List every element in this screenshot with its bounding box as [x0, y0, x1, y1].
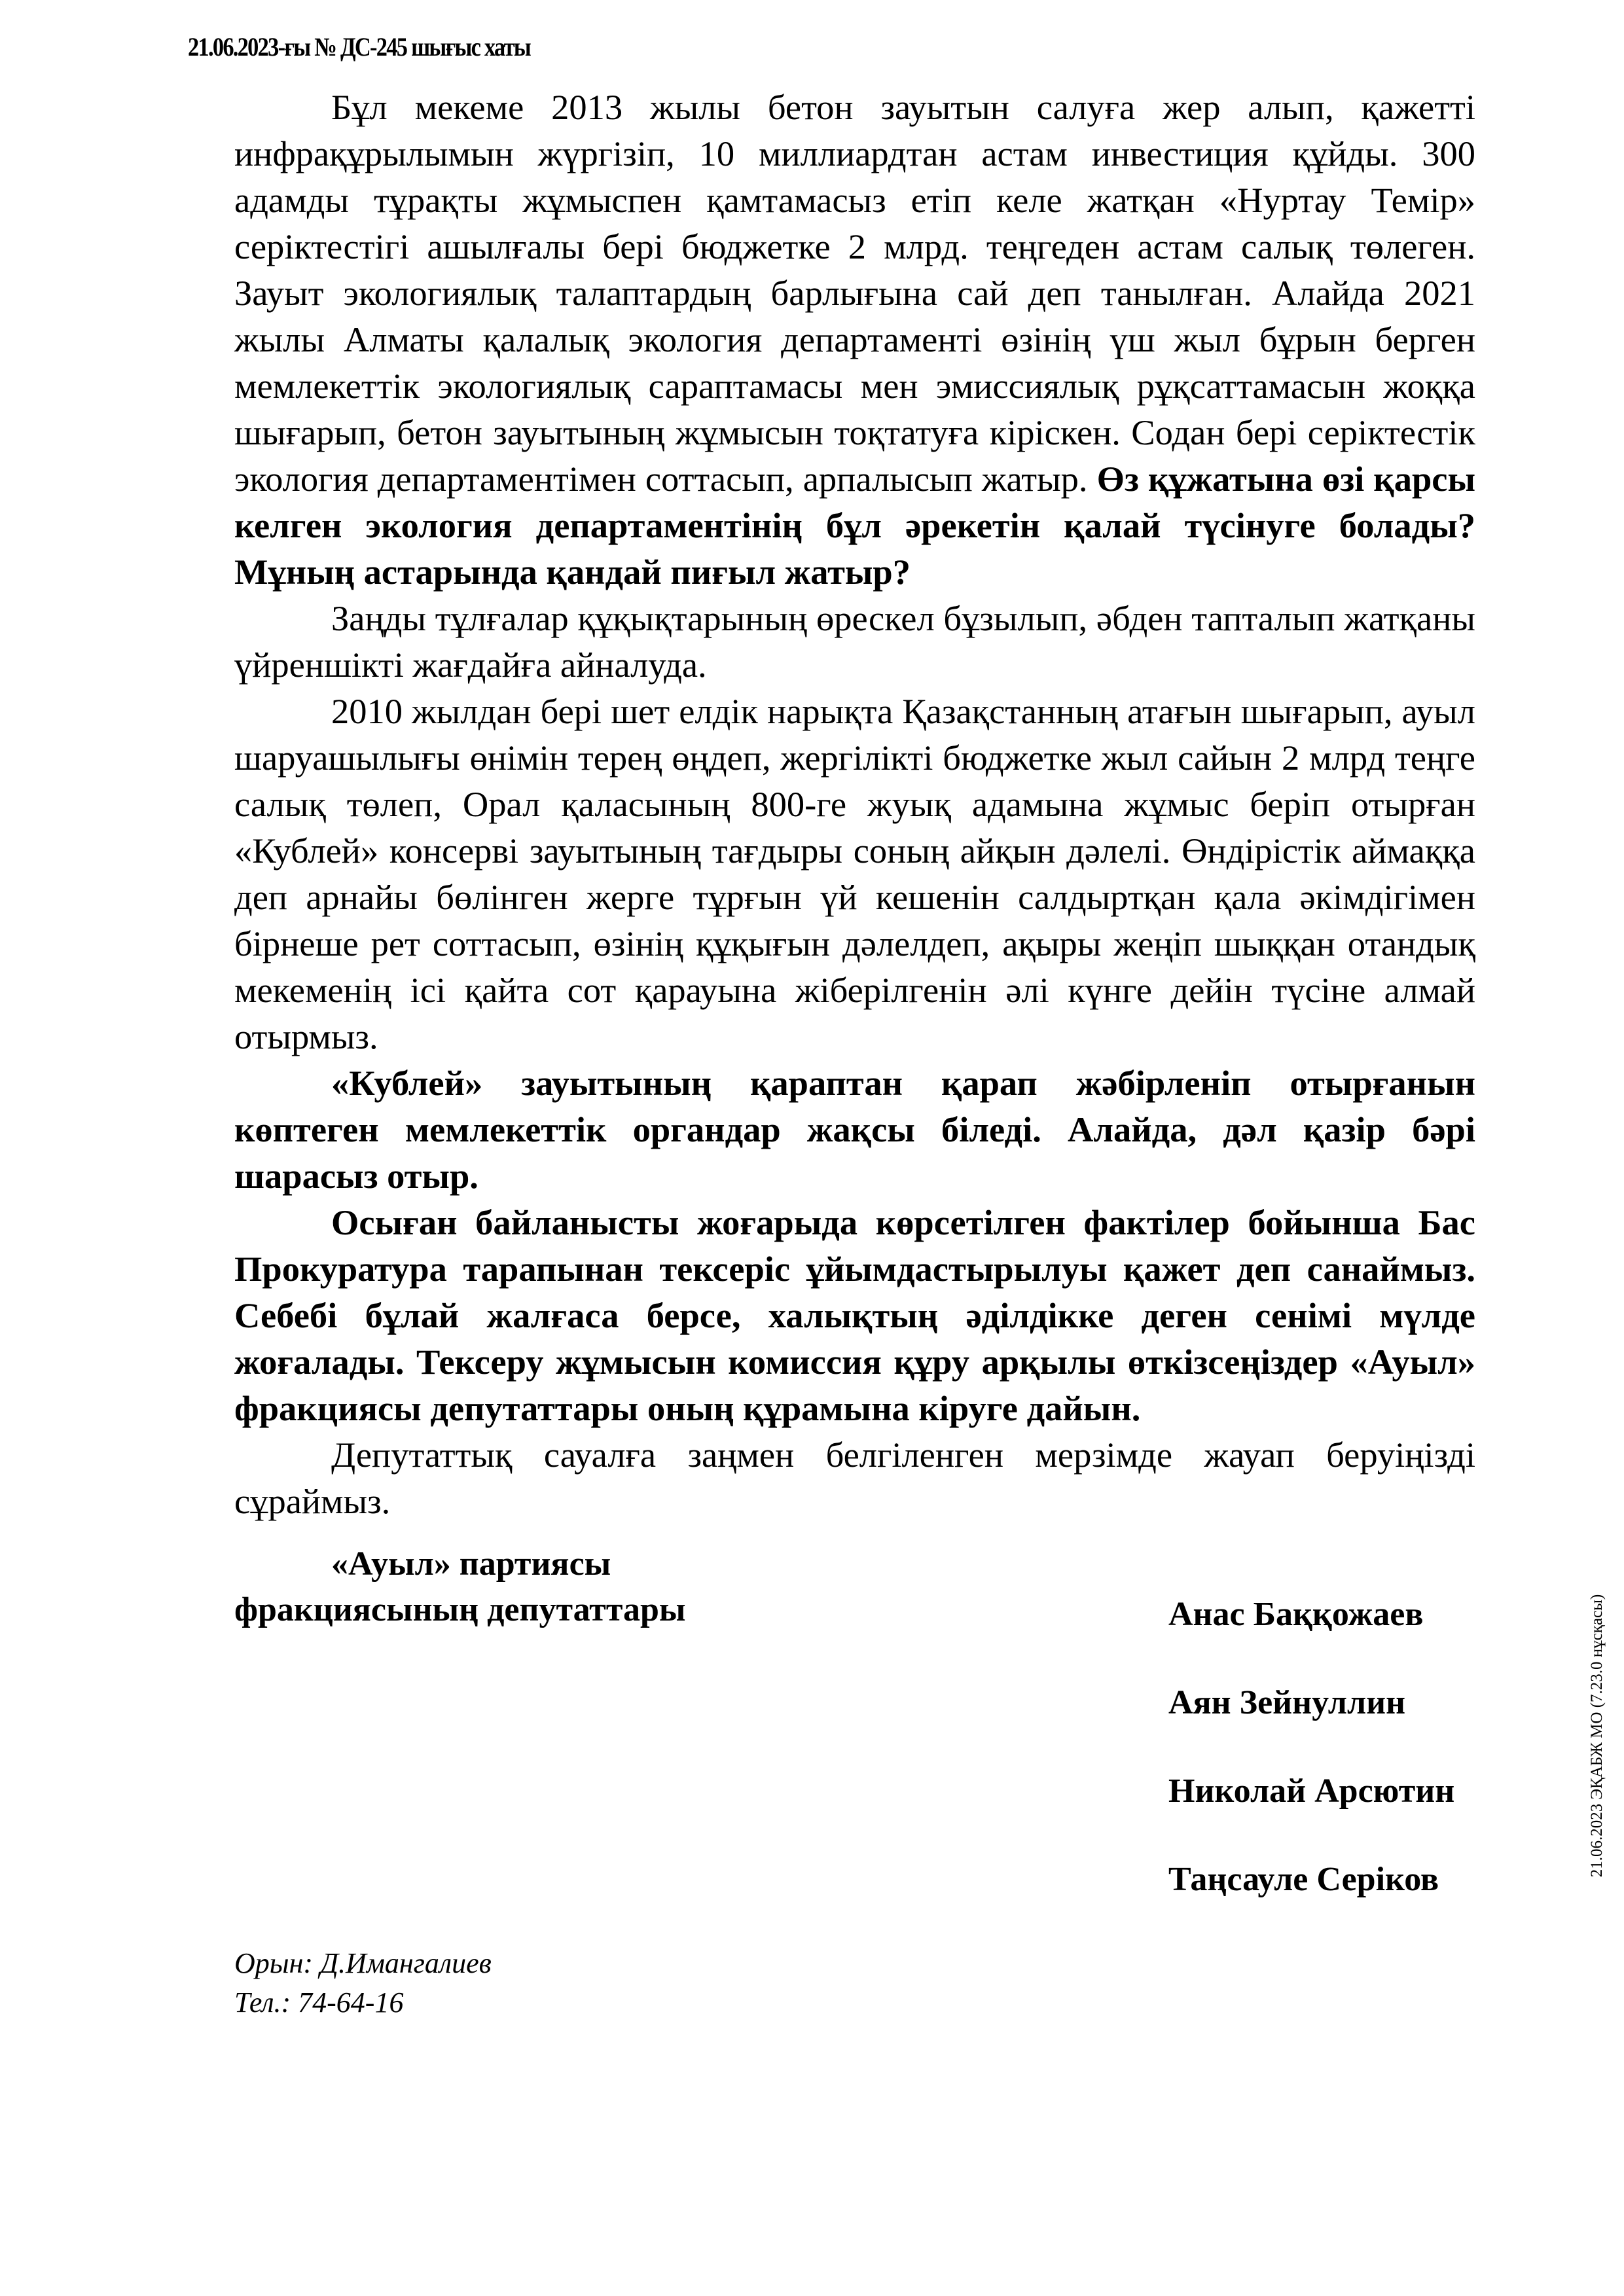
paragraph-3: 2010 жылдан бері шет елдік нарықта Қазақстанның атағын шығарып, ауыл шаруашылығы өнімін терең өңдеп, жергілікті бюджетке жыл сайын 2 млрд теңге салық төлеп, Орал қаласының 800-ге жуық адамына жұмыс беріп отырған «Кублей» консерві зауытының тағдыры соның айқын дәлелі. Өндірістік аймаққа деп арнайы бөлінген жерге тұрғын үй кешенін салдыртқан қала әкімдігімен бірнеше рет соттасып, өзінің құқығын дәлелдеп, ақыры жеңіп шыққан отандық мекеменің ісі қайта сот қарауына жіберілгенін әлі күнге дейін түсіне алмай отырмыз. [234, 691, 1475, 1056]
executor-contact [234, 1944, 492, 2022]
signature-faction [234, 1541, 686, 1633]
outgoing-reference: 21.06.2023-ғы № ДС-245 шығыс хаты [188, 32, 530, 62]
signatory-name: Анас Баққожаев [1168, 1596, 1424, 1633]
paragraph-5 [234, 1199, 1475, 1431]
faction-line-1: «Ауыл» партиясы [331, 1545, 611, 1583]
paragraph-2: Заңды тұлғалар құқықтарының өрескел бұзылып, әбден тапталып жатқаны үйреншікті жағдайға айналуда. [234, 598, 1475, 685]
paragraph-6: Депутаттық сауалға заңмен белгіленген мерзімде жауап беруіңізді сұраймыз. [234, 1435, 1475, 1521]
paragraph-4-bold: «Кублей» зауытының қараптан қарап жәбірленіп отырғанын көптеген мемлекеттік органдар жақсы біледі. Алайда, дәл қазір бәрі шарасыз отыр. [234, 1063, 1475, 1196]
paragraph-4 [234, 1060, 1475, 1199]
side-stamp-text: 21.06.2023 ЭҚАБЖ МО (7.23.0 нұсқасы) [1588, 1594, 1606, 1878]
side-registration-stamp [1585, 1566, 1609, 1906]
paragraph-1 [234, 84, 1475, 595]
paragraph-1-bold-question: Өз құжатына өзі қарсы келген экология департаментінің бұл әрекетін қалай түсінуге болады? Мұның астарында қандай пиғыл жатыр? [234, 459, 1475, 592]
signatory-name: Таңсауле Серіков [1168, 1861, 1439, 1898]
executor-phone: Тел.: 74-64-16 [234, 1986, 404, 2018]
signatory-name: Николай Арсютин [1168, 1772, 1455, 1810]
paragraph-1-text: Бұл мекеме 2013 жылы бетон зауытын салуға жер алып, қажетті инфрақұрылымын жүргізіп, 10 миллиардтан астам инвестиция құйды. 300 адамды тұрақты жұмыспен қамтамасыз етіп келе жатқан «Нуртау Темір» серіктестігі ашылғалы бері бюджетке 2 млрд. теңгеден астам салық төлеген. Зауыт экологиялық талаптардың барлығына сай деп танылған. Алайда 2021 жылы Алматы қалалық экология департаменті өзінің үш жыл бұрын берген мемлекеттік экологиялық сараптамасы мен эмиссиялық рұқсаттамасын жоққа шығарып, бетон зауытының жұмысын тоқтатуға кіріскен. Содан бері серіктестік экология департаментімен соттасып, арпалысып жатыр. [234, 87, 1475, 499]
signatory-name: Аян Зейнуллин [1168, 1684, 1406, 1721]
letter-body [234, 84, 1475, 1524]
paragraph-5-bold: Осыған байланысты жоғарыда көрсетілген фактілер бойынша Бас Прокуратура тарапынан тексеріс ұйымдастырылуы қажет деп санаймыз. Себебі бұлай жалғаса берсе, халықтың әділдікке деген сенімі мүлде жоғалады. Тексеру жұмысын комиссия құру арқылы өткізсеңіздер «Ауыл» фракциясы депутаттары оның құрамына кіруге дайын. [234, 1202, 1475, 1428]
signatory-names [1168, 1592, 1454, 1945]
faction-line-2: фракциясының депутаттары [234, 1591, 686, 1628]
executor-name: Орын: Д.Имангалиев [234, 1947, 492, 1979]
